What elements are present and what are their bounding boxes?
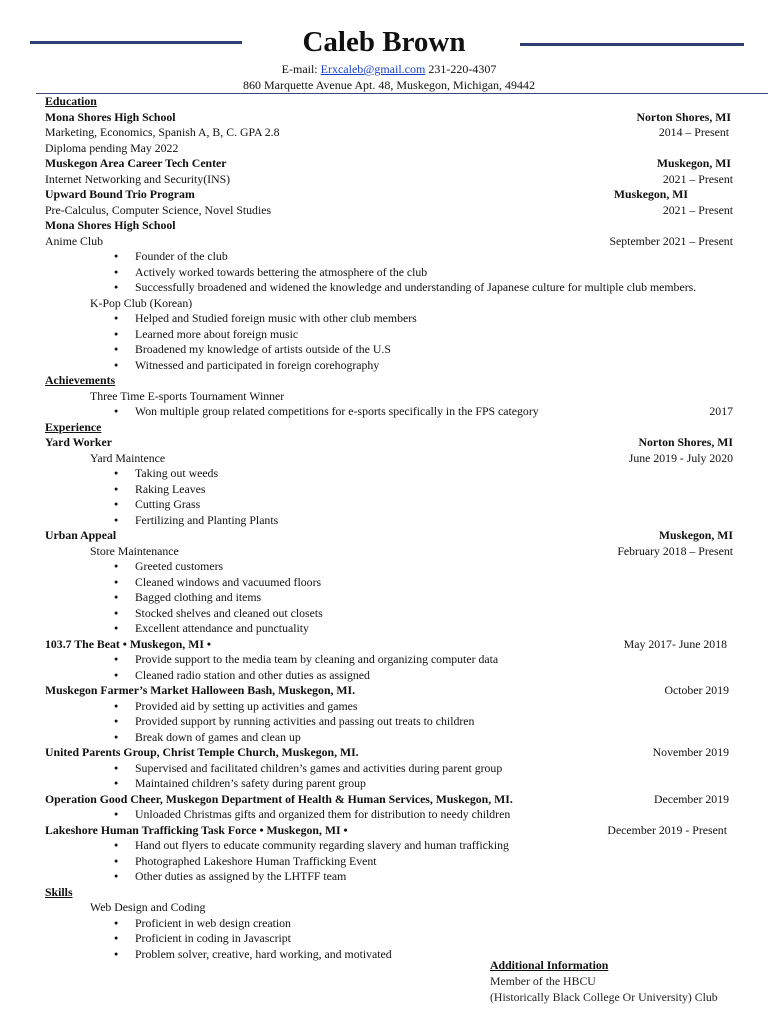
list-item: ● Proficient in web design creation [135,916,733,932]
job-title [45,823,733,839]
school-dates: 2021 – Present [662,171,733,186]
job-dates: December 2019 - Present [607,822,727,837]
job-dates: October 2019 [664,683,729,697]
education-heading: Education [45,94,97,108]
email-link[interactable]: Erxcaleb@gmail.com [320,62,426,76]
diploma-note: Diploma pending May 2022 [45,140,179,155]
job-dates: November 2019 [652,745,729,759]
job-title [45,637,733,653]
list-item: ● Other duties as assigned by the LHTFF team [135,869,733,885]
school-location: Muskegon, MI [613,187,688,201]
list-item: ● Fertilizing and Planting Plants [135,513,733,529]
job-name: Operation Good Cheer, Muskegon Department of Health & Human Services, Muskegon, MI. [45,791,513,806]
phone-number: 231-220-4307 [428,62,497,76]
list-item: ● Maintained children’s safety during parent group [135,776,733,792]
list-item: ● Unloaded Christmas gifts and organized them for distribution to needy children [135,807,733,823]
list-item: ● Supervised and facilitated children’s games and activities during parent group [135,761,733,777]
list-item: ● Bagged clothing and items [135,590,733,606]
job-role-text: Yard Maintence [90,450,166,465]
education-entry-subjects [45,125,733,141]
list-item: ● Stocked shelves and cleaned out closets [135,606,733,622]
school-location: Muskegon, MI [656,156,731,170]
job-title [45,745,733,761]
achievements-heading: Achievements [45,373,116,387]
list-item: ● Hand out flyers to educate community regarding slavery and human trafficking [135,838,733,854]
job-title [45,792,733,808]
job-name: Urban Appeal [45,528,117,542]
experience-heading: Experience [45,419,102,434]
education-entry-title [45,156,733,172]
job-name: Yard Worker [45,435,112,449]
list-item: ● Cleaned radio station and other duties as assigned [135,668,733,684]
list-item: ● Broadened my knowledge of artists outside of the U.S [135,342,733,358]
school-location: Norton Shores, MI [636,109,731,124]
job-name: Muskegon Farmer’s Market Halloween Bash, Muskegon, MI. [45,683,356,697]
school-subjects: Internet Networking and Security(INS) [45,171,231,186]
list-item: ● Problem solver, creative, hard working, and motivated [135,947,733,963]
list-item: ● Learned more about foreign music [135,327,733,343]
job-dates: May 2017- June 2018 [623,636,727,651]
club-name: K-Pop Club (Korean) [90,295,193,310]
job-dates: June 2019 - July 2020 [628,450,733,465]
contact-line [0,62,768,77]
club-title [45,234,733,250]
achievement-year: 2017 [709,404,733,418]
list-item: ● Cleaned windows and vacuumed floors [135,575,733,591]
list-item: ● Cutting Grass [135,497,733,513]
job-location: Norton Shores, MI [638,435,733,449]
job-dates: February 2018 – Present [617,543,733,558]
education-entry-subjects [45,203,733,219]
job-name: 103.7 The Beat • Muskegon, MI • [45,636,211,651]
list-item: ● Greeted customers [135,559,733,575]
achievement-text: Won multiple group related competitions for e-sports specifically in the FPS category [135,404,539,418]
list-item: ● Proficient in coding in Javascript [135,931,733,947]
list-item: ● Photographed Lakeshore Human Trafficking Event [135,854,733,870]
list-item: ● Taking out weeds [135,466,733,482]
school-name: Mona Shores High School [45,109,176,124]
achievement-title: Three Time E-sports Tournament Winner [90,388,285,403]
education-entry-subjects [45,172,733,188]
skills-title: Web Design and Coding [90,900,206,914]
school-name: Mona Shores High School [45,218,176,232]
list-item: ● Founder of the club [135,249,733,265]
skills-heading: Skills [45,884,73,899]
list-item: ● Helped and Studied foreign music with other club members [135,311,733,327]
job-dates: December 2019 [653,791,729,806]
job-role-text: Store Maintenance [90,543,179,558]
list-item: ● Actively worked towards bettering the atmosphere of the club [135,265,733,281]
list-item: ● Provide support to the media team by cleaning and organizing computer data [135,652,733,668]
achievement-item [135,404,733,420]
job-name: United Parents Group, Christ Temple Church, Muskegon, MI. [45,745,359,759]
additional-info-heading: Additional Information [490,958,609,972]
school-subjects: Marketing, Economics, Spanish A, B, C. GPA 2.8 [45,125,280,139]
list-item: ● Break down of games and clean up [135,730,733,746]
school-name: Upward Bound Trio Program [45,187,195,201]
school-name: Muskegon Area Career Tech Center [45,156,227,170]
additional-info-line: Member of the HBCU [490,974,596,988]
club-dates: September 2021 – Present [609,233,733,248]
school-dates: 2021 – Present [662,202,733,217]
additional-info-line: (Historically Black College Or University) Club [490,990,718,1004]
school-dates: 2014 – Present [658,125,729,139]
address-line: 860 Marquette Avenue Apt. 48, Muskegon, Michigan, 49442 [242,78,536,92]
candidate-name: Caleb Brown [302,26,466,58]
education-entry-title [45,187,733,203]
job-name: Lakeshore Human Trafficking Task Force • Muskegon, MI • [45,822,348,837]
list-item: ● Provided support by running activities and passing out treats to children [135,714,733,730]
list-item: ● Raking Leaves [135,482,733,498]
job-location: Muskegon, MI [658,528,733,542]
school-subjects: Pre-Calculus, Computer Science, Novel Studies [45,202,272,217]
job-title [45,528,733,544]
job-title [45,683,733,699]
job-title [45,435,733,451]
list-item: ● Witnessed and participated in foreign corehography [135,358,733,374]
list-item: ● Excellent attendance and punctuality [135,621,733,637]
job-role [90,451,733,467]
list-item: ● Provided aid by setting up activities and games [135,699,733,715]
club-name: Anime Club [45,233,103,248]
education-entry-title [45,110,733,126]
email-label: E-mail: [281,62,318,76]
list-item: ● Successfully broadened and widened the knowledge and understanding of Japanese culture for multiple club members. [135,280,733,296]
job-role [90,544,733,560]
